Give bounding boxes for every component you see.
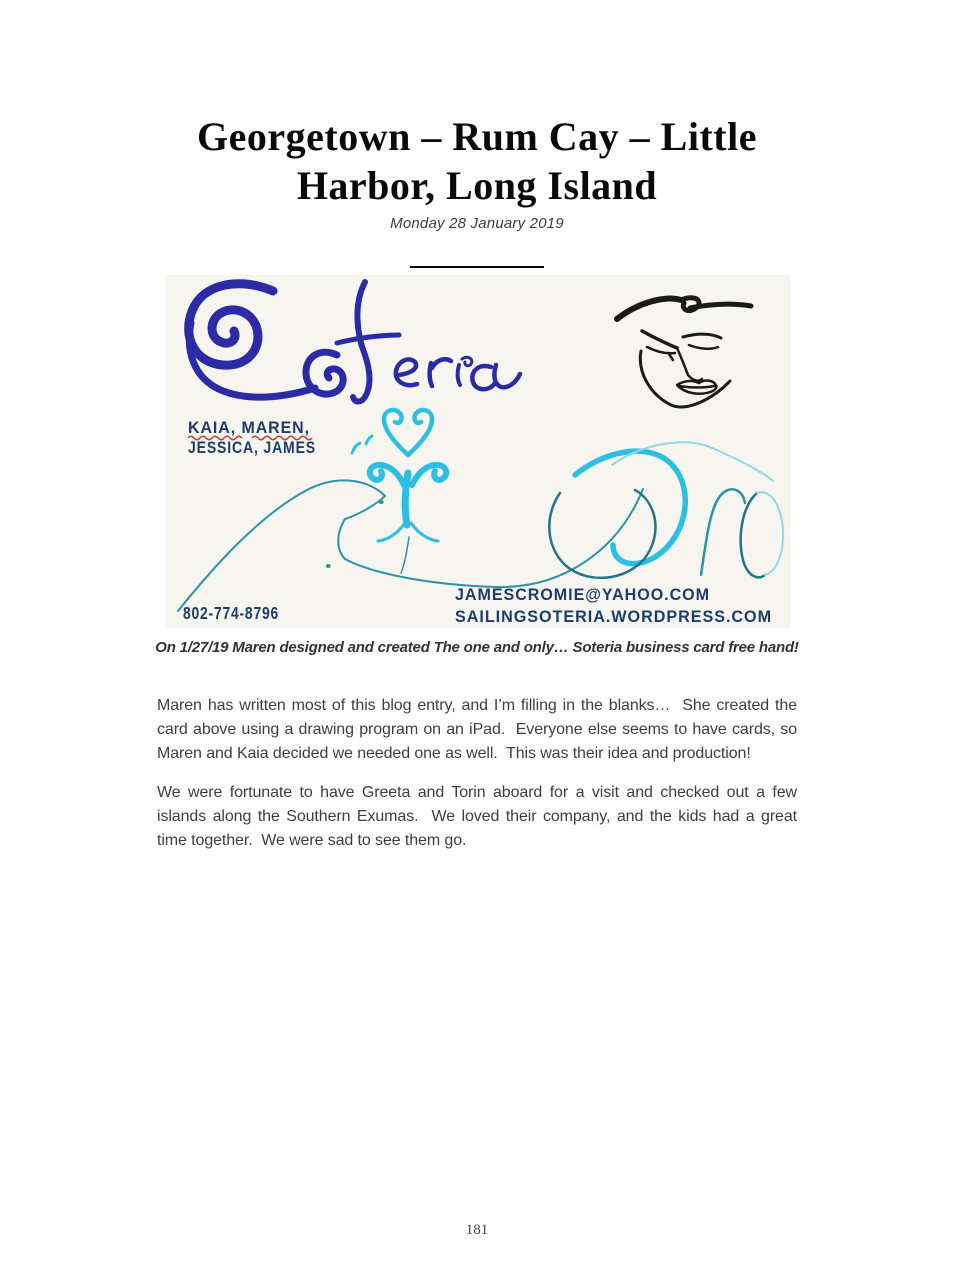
- business-card-image: [165, 275, 790, 628]
- page-title-line-2: Harbor, Long Island: [296, 163, 658, 208]
- spout-stem: [405, 473, 408, 525]
- blog-body: [157, 694, 802, 853]
- crew-line-2: JESSICA, JAMES: [187, 438, 316, 457]
- email-address: JAMESCROMIE@YAHOO.COM: [454, 585, 710, 604]
- crew-line-1: KAIA, MAREN,: [187, 418, 310, 437]
- page-title: [0, 0, 954, 210]
- website-address: SAILINGSOTERIA.WORDPRESS.COM: [454, 607, 772, 626]
- paragraph-2: We were fortunate to have Greeta and Torin aboard for a visit and checked out a few islands along the Southern Exumas. We loved their company, and the kids had a great time together. We were sad to see them go.: [157, 784, 802, 849]
- image-caption: On 1/27/19 Maren designed and created The one and only… Soteria business card free hand!: [155, 639, 799, 656]
- phone-number: 802-774-8796: [182, 603, 279, 623]
- entry-date: Monday 28 January 2019: [390, 215, 564, 232]
- page-title-line-1: Georgetown – Rum Cay – Little: [197, 114, 757, 159]
- business-card-drawing: [165, 275, 790, 628]
- section-divider: [410, 266, 544, 268]
- paragraph-1: Maren has written most of this blog entry, and I’m filling in the blanks… She created the card above using a drawing program on an iPad. Everyone else seems to have cards, so Maren and Kaia decided we needed one as well. This was their idea and production!: [157, 697, 802, 762]
- page-number: 181: [465, 1222, 489, 1238]
